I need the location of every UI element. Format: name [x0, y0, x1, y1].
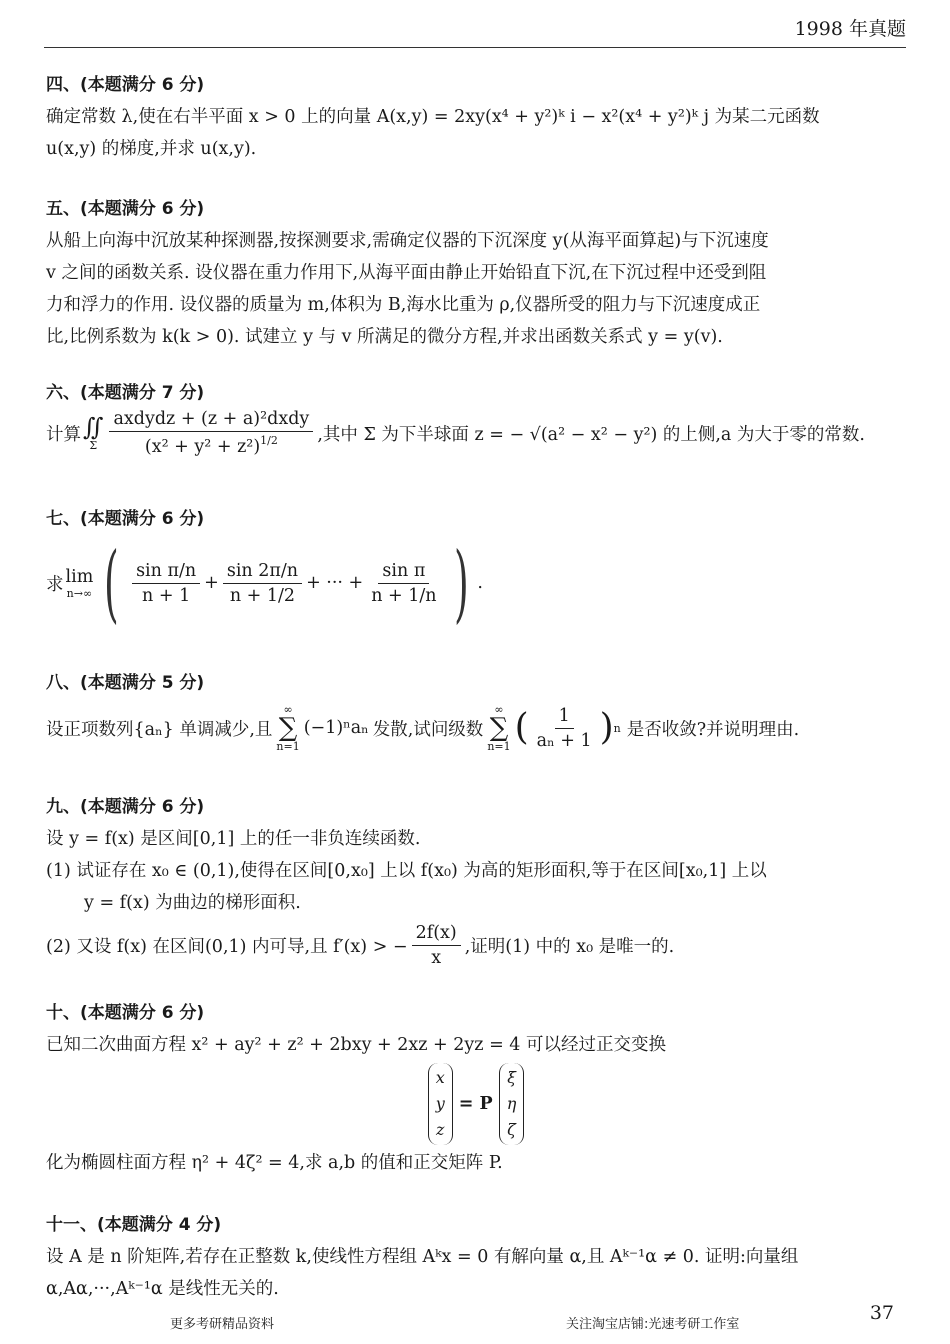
header-divider — [44, 47, 906, 48]
sum-1-top: ∞ — [283, 703, 293, 716]
problem-6-denominator-group — [141, 432, 282, 457]
surface-integral — [83, 412, 104, 452]
problem-10-heading: 十、(本题满分 6 分) — [46, 1003, 205, 1023]
problem-4-line-1: 确定常数 λ,使在右半平面 x > 0 上的向量 A(x,y) = 2xy(x⁴ + y²)ᵏ i − x²(x⁴ + y²)ᵏ j 为某二元函数 — [46, 107, 820, 127]
problem-8-power: n — [613, 721, 621, 735]
footer-left-text: 更多考研精品资料 — [170, 1317, 275, 1332]
problem-8-fraction — [533, 706, 596, 751]
vector-eta: η — [506, 1094, 517, 1113]
term-3-fraction — [367, 561, 440, 606]
problem-4 — [46, 70, 906, 165]
sum-2-top: ∞ — [494, 703, 504, 716]
problem-9-line-4-prefix: (2) 又设 f(x) 在区间(0,1) 内可导,且 f′(x) > − — [46, 936, 408, 957]
right-paren: ) — [453, 534, 469, 632]
problem-7-end: . — [477, 573, 483, 593]
limit-subscript: n→∞ — [66, 586, 93, 600]
limit-operator — [66, 567, 94, 600]
sum-2-symbol: ∑ — [489, 713, 509, 743]
problem-10 — [46, 998, 906, 1179]
problem-5-line-4: 比,比例系数为 k(k > 0). 试建立 y 与 v 所满足的微分方程,并求出函数关系式 y = y(v). — [46, 327, 723, 347]
problem-11-line-2: α,Aα,···,Aᵏ⁻¹α 是线性无关的. — [46, 1279, 279, 1299]
term-2-numerator: sin 2π/n — [223, 561, 302, 584]
vector-z: z — [436, 1120, 445, 1139]
term-2-denominator: n + 1/2 — [229, 585, 296, 606]
left-paren: ( — [104, 534, 120, 632]
problem-6-heading: 六、(本题满分 7 分) — [46, 383, 205, 403]
problem-10-line-2: 化为椭圆柱面方程 η² + 4ζ² = 4,求 a,b 的值和正交矩阵 P. — [46, 1153, 503, 1173]
problem-6-denominator: (x² + y² + z²) — [144, 437, 261, 457]
problem-8-prefix: 设正项数列{aₙ} 单调减少,且 — [46, 719, 273, 740]
term-1-numerator: sin π/n — [132, 561, 200, 584]
sum-1-symbol: ∑ — [278, 713, 298, 743]
problem-8-term-1: (−1)ⁿaₙ — [303, 718, 369, 738]
term-3-denominator: n + 1/n — [371, 585, 437, 606]
sum-1-bottom: n=1 — [276, 740, 300, 753]
problem-9-fraction — [412, 923, 461, 968]
plus-sign: + — [204, 573, 219, 593]
vector-x: x — [435, 1068, 445, 1087]
term-3-numerator: sin π — [378, 561, 429, 584]
problem-8-heading: 八、(本题满分 5 分) — [46, 673, 205, 693]
footer-right-text: 关注淘宝店铺:光速考研工作室 — [566, 1317, 740, 1332]
problem-6-exponent: 1/2 — [260, 434, 278, 447]
problem-11-line-1: 设 A 是 n 阶矩阵,若存在正整数 k,使线性方程组 Aᵏx = 0 有解向量 α,且 Aᵏ⁻¹α ≠ 0. 证明:向量组 — [46, 1247, 799, 1267]
ellipsis-terms: + ··· + — [306, 573, 364, 593]
problem-6 — [46, 378, 906, 457]
problem-5-line-2: v 之间的函数关系. 设仪器在重力作用下,从海平面由静止开始铅直下沉,在下沉过程中还受到阻 — [46, 263, 767, 283]
term-1-denominator: n + 1 — [142, 585, 191, 606]
problem-9-line-3: y = f(x) 为曲边的梯形面积. — [84, 893, 301, 913]
problem-6-numerator: axdydz + (z + a)²dxdy — [109, 409, 313, 432]
problem-9-line-1: 设 y = f(x) 是区间[0,1] 上的任一非负连续函数. — [46, 829, 421, 849]
problem-11-heading: 十一、(本题满分 4 分) — [46, 1215, 222, 1235]
limit-word: lim — [65, 566, 94, 587]
problem-6-prefix: 计算 — [46, 424, 81, 445]
problem-7-prefix: 求 — [46, 574, 64, 595]
vector-xyz — [428, 1063, 453, 1145]
problem-9 — [46, 792, 906, 971]
integral-domain: Σ — [89, 438, 98, 452]
sum-1 — [276, 704, 299, 752]
problem-7-heading: 七、(本题满分 6 分) — [46, 509, 205, 529]
problem-9-line-4 — [46, 919, 906, 971]
sum-2-bottom: n=1 — [487, 740, 511, 753]
term-1-fraction — [132, 561, 200, 606]
problem-8-middle: 发散,试问级数 — [372, 719, 484, 740]
sum-2 — [487, 704, 510, 752]
equals-p: = P — [458, 1094, 493, 1114]
term-2-fraction — [223, 561, 302, 606]
problem-9-line-4-suffix: ,证明(1) 中的 x₀ 是唯一的. — [464, 936, 675, 957]
problem-8-suffix: 是否收敛?并说明理由. — [626, 719, 800, 740]
problem-5-line-3: 力和浮力的作用. 设仪器的质量为 m,体积为 B,海水比重为 ρ,仪器所受的阻力与下沉速度成正 — [46, 295, 761, 315]
problem-8-left-paren: ( — [514, 707, 529, 748]
problem-4-heading: 四、(本题满分 6 分) — [46, 75, 205, 95]
problem-8-frac-denominator: aₙ + 1 — [536, 730, 592, 751]
problem-5-heading: 五、(本题满分 6 分) — [46, 199, 205, 219]
problem-4-line-2: u(x,y) 的梯度,并求 u(x,y). — [46, 139, 257, 159]
problem-5-line-1: 从船上向海中沉放某种探测器,按探测要求,需确定仪器的下沉深度 y(从海平面算起)与下沉速度 — [46, 231, 769, 251]
problem-8-frac-numerator: 1 — [555, 706, 574, 729]
problem-6-suffix: ,其中 Σ 为下半球面 z = − √(a² − x² − y²) 的上侧,a 为大于零的常数. — [317, 424, 865, 445]
vector-xi-eta-zeta — [499, 1063, 525, 1145]
problem-6-fraction — [109, 409, 313, 457]
header-year-title: 1998 年真题 — [794, 18, 906, 40]
problem-7 — [46, 504, 906, 631]
problem-8 — [46, 668, 906, 757]
problem-8-statement — [46, 699, 906, 757]
problem-7-statement — [46, 535, 906, 631]
problem-6-statement — [46, 409, 906, 457]
problem-10-line-1: 已知二次曲面方程 x² + ay² + z² + 2bxy + 2xz + 2yz = 4 可以经过正交变换 — [46, 1035, 667, 1055]
problem-9-frac-numerator: 2f(x) — [412, 923, 461, 946]
problem-9-frac-denominator: x — [431, 947, 442, 968]
problem-9-line-2: (1) 试证存在 x₀ ∈ (0,1),使得在区间[0,x₀] 上以 f(x₀) 为高的矩形面积,等于在区间[x₀,1] 上以 — [46, 861, 767, 881]
page-number: 37 — [869, 1302, 894, 1324]
problem-9-heading: 九、(本题满分 6 分) — [46, 797, 205, 817]
vector-zeta: ζ — [507, 1120, 516, 1139]
vector-y: y — [435, 1094, 445, 1113]
problem-5 — [46, 194, 906, 353]
problem-11 — [46, 1210, 906, 1305]
integral-sign: ∬ — [83, 412, 104, 441]
vector-xi: ξ — [507, 1068, 516, 1087]
transform-equation — [46, 1063, 906, 1145]
problem-8-right-paren: ) — [599, 707, 614, 748]
